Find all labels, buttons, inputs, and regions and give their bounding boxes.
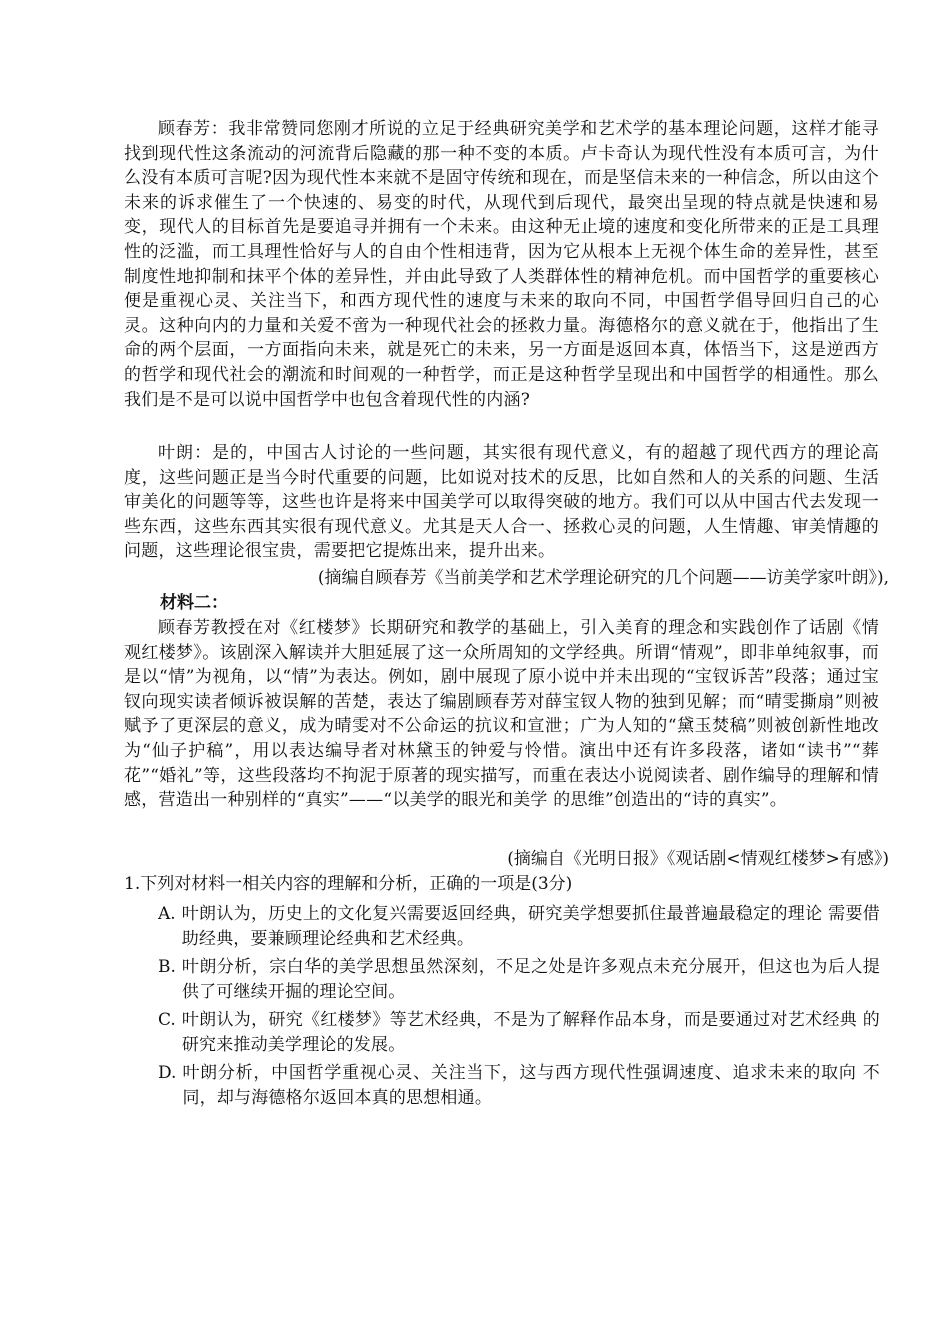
option-key: D. <box>158 1063 177 1083</box>
option-b[interactable] <box>158 955 880 1004</box>
option-d[interactable] <box>158 1061 880 1110</box>
paragraph-ye-lang: 叶朗：是的，中国古人讨论的一些问题，其实很有现代意义，有的超越了现代西方的理论高度，这些问题正是当今时代重要的问题，比如说对技术的反思，比如自然和人的关系的问题、生活审美化的问题等等，这些也许是将来中国美学可以取得突破的地方。我们可以从中国古代去发现一些东西，这些东西其实很有现代意义。尤其是天人合一、拯救心灵的问题，人生情趣、审美情趣的问题，这些理论很宝贵，需要把它提炼出来，提升出来。 <box>124 443 879 562</box>
paragraph-material-two: 顾春芳教授在对《红楼梦》长期研究和教学的基础上，引入美育的理念和实践创作了话剧《情观红楼梦》。该剧深入解读并大胆延展了这一众所周知的文学经典。所谓“情观”，即非单纯叙事，而是以“情”为视角，以“情”为表达。例如，剧中展现了原小说中并未出现的“宝钗诉苦”段落；通过宝钗向现实读者倾诉被误解的苦楚，表达了编剧顾春芳对薛宝钗人物的独到见解；而“晴雯撕扇”则被赋予了更深层的意义，成为晴雯对不公命运的抗议和宣泄；广为人知的“黛玉焚稿”则被创新性地改为“仙子护稿”，用以表达编导者对林黛玉的钟爱与怜惜。演出中还有许多段落，诸如“读书”“葬花”“婚礼”等，这些段落均不拘泥于原著的现实描写，而重在表达小说阅读者、剧作编导的理解和情感，营造出一种别样的“真实”——“以美学的眼光和美学 的思维”创造出的“诗的真实”。 <box>124 618 879 811</box>
option-text: 叶朗认为，历史上的文化复兴需要返回经典，研究美学想要抓住最普遍最稳定的理论 需要借助经典，要兼顾理论经典和艺术经典。 <box>181 904 880 949</box>
option-c[interactable] <box>158 1008 880 1057</box>
paragraph-gu-chunfang: 顾春芳：我非常赞同您刚才所说的立足于经典研究美学和艺术学的基本理论问题，这样才能寻找到现代性这条流动的河流背后隐藏的那一种不变的本质。卢卡奇认为现代性没有本质可言，为什么没有本质可言呢?因为现代性本来就不是固守传统和现在，而是坚信未来的一种信念，所以由这个未来的诉求催生了一个快速的、易变的时代，从现代到后现代，最突出呈现的特点就是快速和易变，现代人的目标首先是要追寻并拥有一个未来。由这种无止境的速度和变化所带来的正是工具理性的泛滥，而工具理性恰好与人的自由个性相违背，因为它从根本上无视个体生命的差异性，甚至制度性地抑制和抹平个体的差异性，并由此导致了人类群体性的精神危机。而中国哲学的重要核心便是重视心灵、关注当下，和西方现代性的速度与未来的取向不同，中国哲学倡导回归自己的心灵。这种向内的力量和关爱不啻为一种现代社会的拯救力量。海德格尔的意义就在于，他指出了生命的两个层面，一方面指向未来，就是死亡的未来，另一方面是返回本真，体悟当下，这是逆西方的哲学和现代社会的潮流和时间观的一种哲学，而正是这种哲学呈现出和中国哲学的相通性。那么我们是不是可以说中国哲学中也包含着现代性的内涵? <box>124 119 879 410</box>
option-text: 叶朗认为，研究《红楼梦》等艺术经典，不是为了解释作品本身，而是要通过对艺术经典 的研究来推动美学理论的发展。 <box>181 1010 880 1055</box>
answer-options <box>158 902 880 1114</box>
question-stem: 1.下列对材料一相关内容的理解和分析，正确的一项是(3分) <box>124 874 573 894</box>
option-text: 叶朗分析，中国哲学重视心灵、关注当下，这与西方现代性强调速度、追求未来的取向 不同，却与海德格尔返回本真的思想相通。 <box>182 1063 880 1108</box>
option-text: 叶朗分析，宗白华的美学思想虽然深刻，不足之处是许多观点未充分展开，但这也为后人提供了可继续开掘的理论空间。 <box>181 957 880 1002</box>
source-citation-1: (摘编自顾春芳《当前美学和艺术学理论研究的几个问题——访美学家叶朗》), <box>317 568 889 588</box>
option-key: A. <box>158 904 176 924</box>
option-key: B. <box>158 957 176 977</box>
option-key: C. <box>158 1010 176 1030</box>
option-a[interactable] <box>158 902 880 951</box>
source-citation-2: (摘编自《光明日报》《观话剧<情观红楼梦>有感》) <box>507 849 889 869</box>
material-two-heading: 材料二： <box>160 593 228 613</box>
